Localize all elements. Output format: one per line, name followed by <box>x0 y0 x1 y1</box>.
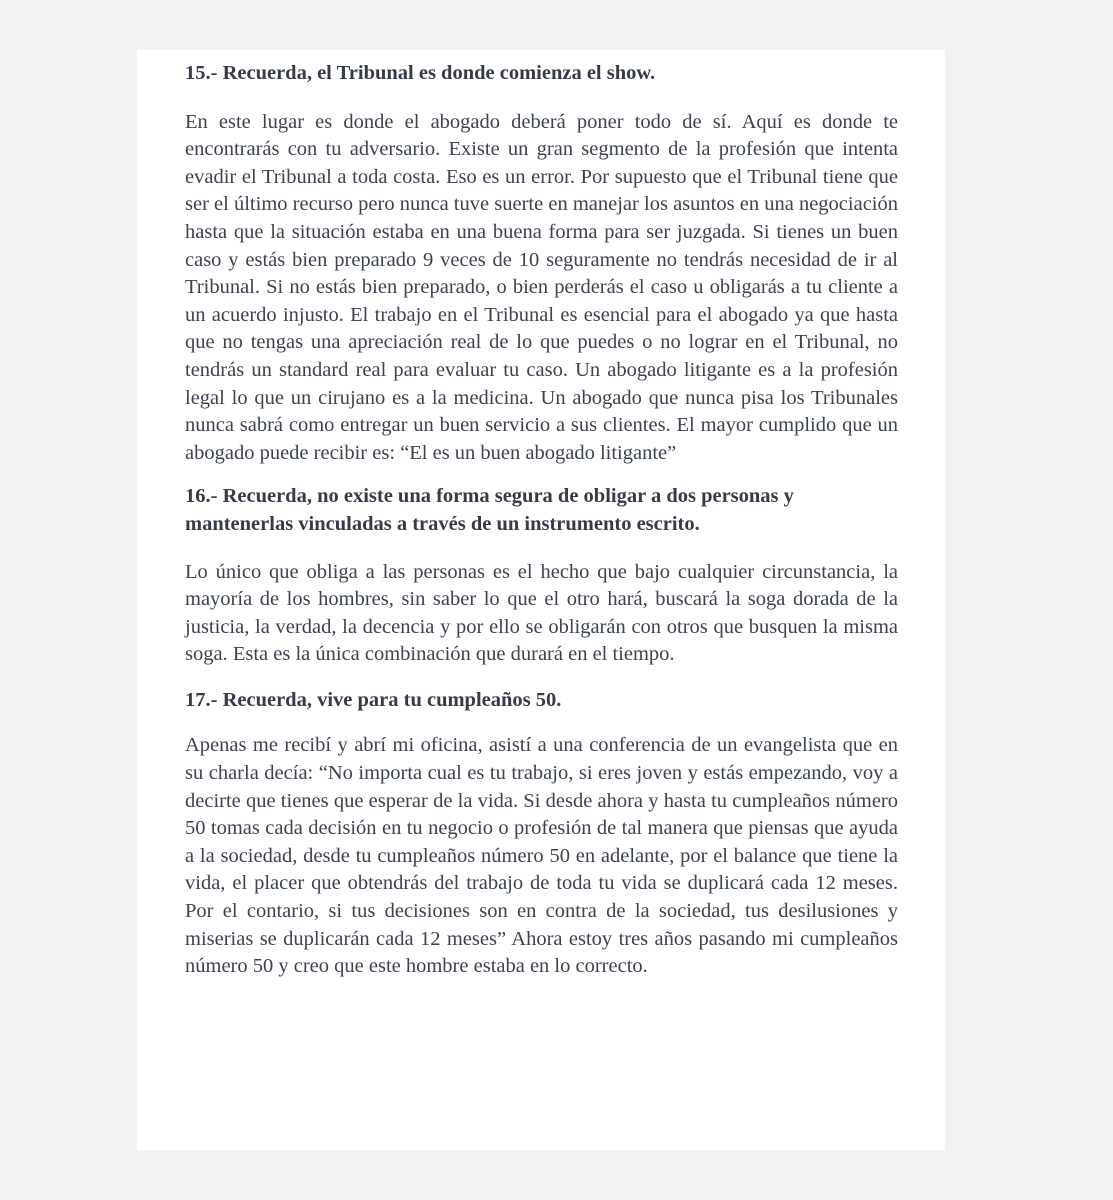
section-15-heading: 15.- Recuerda, el Tribunal es donde comienza el show. <box>185 62 656 84</box>
document-text <box>185 60 898 981</box>
section-17-body: Apenas me recibí y abrí mi oficina, asistí a una conferencia de un evangelista que en su charla decía: “No importa cual es tu trabajo, si eres joven y estás empezando, voy a decirte que tienes que esperar de la vida. Si desde ahora y hasta tu cumpleaños número 50 tomas cada decisión en tu negocio o profesión de tal manera que piensas que ayuda a la sociedad, desde tu cumpleaños número 50 en adelante, por el balance que tiene la vida, el placer que obtendrás del trabajo de toda tu vida se duplicará cada 12 meses. Por el contario, si tus decisiones son en contra de la sociedad, tus desilusiones y miserias se duplicarán cada 12 meses” Ahora estoy tres años pasando mi cumpleaños número 50 y creo que este hombre estaba en lo correcto. <box>185 734 898 978</box>
section-15-body: En este lugar es donde el abogado deberá poner todo de sí. Aquí es donde te encontrarás con tu adversario. Existe un gran segmento de la profesión que intenta evadir el Tribunal a toda costa. Eso es un error. Por supuesto que el Tribunal tiene que ser el último recurso pero nunca tuve suerte en manejar los asuntos en una negociación hasta que la situación estaba en una buena forma para ser juzgada. Si tienes un buen caso y estás bien preparado 9 veces de 10 seguramente no tendrás necesidad de ir al Tribunal. Si no estás bien preparado, o bien perderás el caso u obligarás a tu cliente a un acuerdo injusto. El trabajo en el Tribunal es esencial para el abogado ya que hasta que no tengas una apreciación real de lo que puedes o no lograr en el Tribunal, no tendrás un standard real para evaluar tu caso. Un abogado litigante es a la profesión legal lo que un cirujano es a la medicina. Un abogado que nunca pisa los Tribunales nunca sabrá como entregar un buen servicio a sus clientes. El mayor cumplido que un abogado puede recibir es: “El es un buen abogado litigante” <box>185 110 898 464</box>
document-page <box>137 50 945 1150</box>
section-17-heading: 17.- Recuerda, vive para tu cumpleaños 50. <box>185 688 562 711</box>
section-16-heading: 16.- Recuerda, no existe una forma segura de obligar a dos personas y mantenerlas vinculadas a través de un instrumento escrito. <box>185 485 794 535</box>
section-16-body: Lo único que obliga a las personas es el hecho que bajo cualquier circunstancia, la mayoría de los hombres, sin saber lo que el otro hará, buscará la soga dorada de la justicia, la verdad, la decencia y por ello se obligarán con otros que busquen la misma soga. Esta es la única combinación que durará en el tiempo. <box>185 560 898 666</box>
